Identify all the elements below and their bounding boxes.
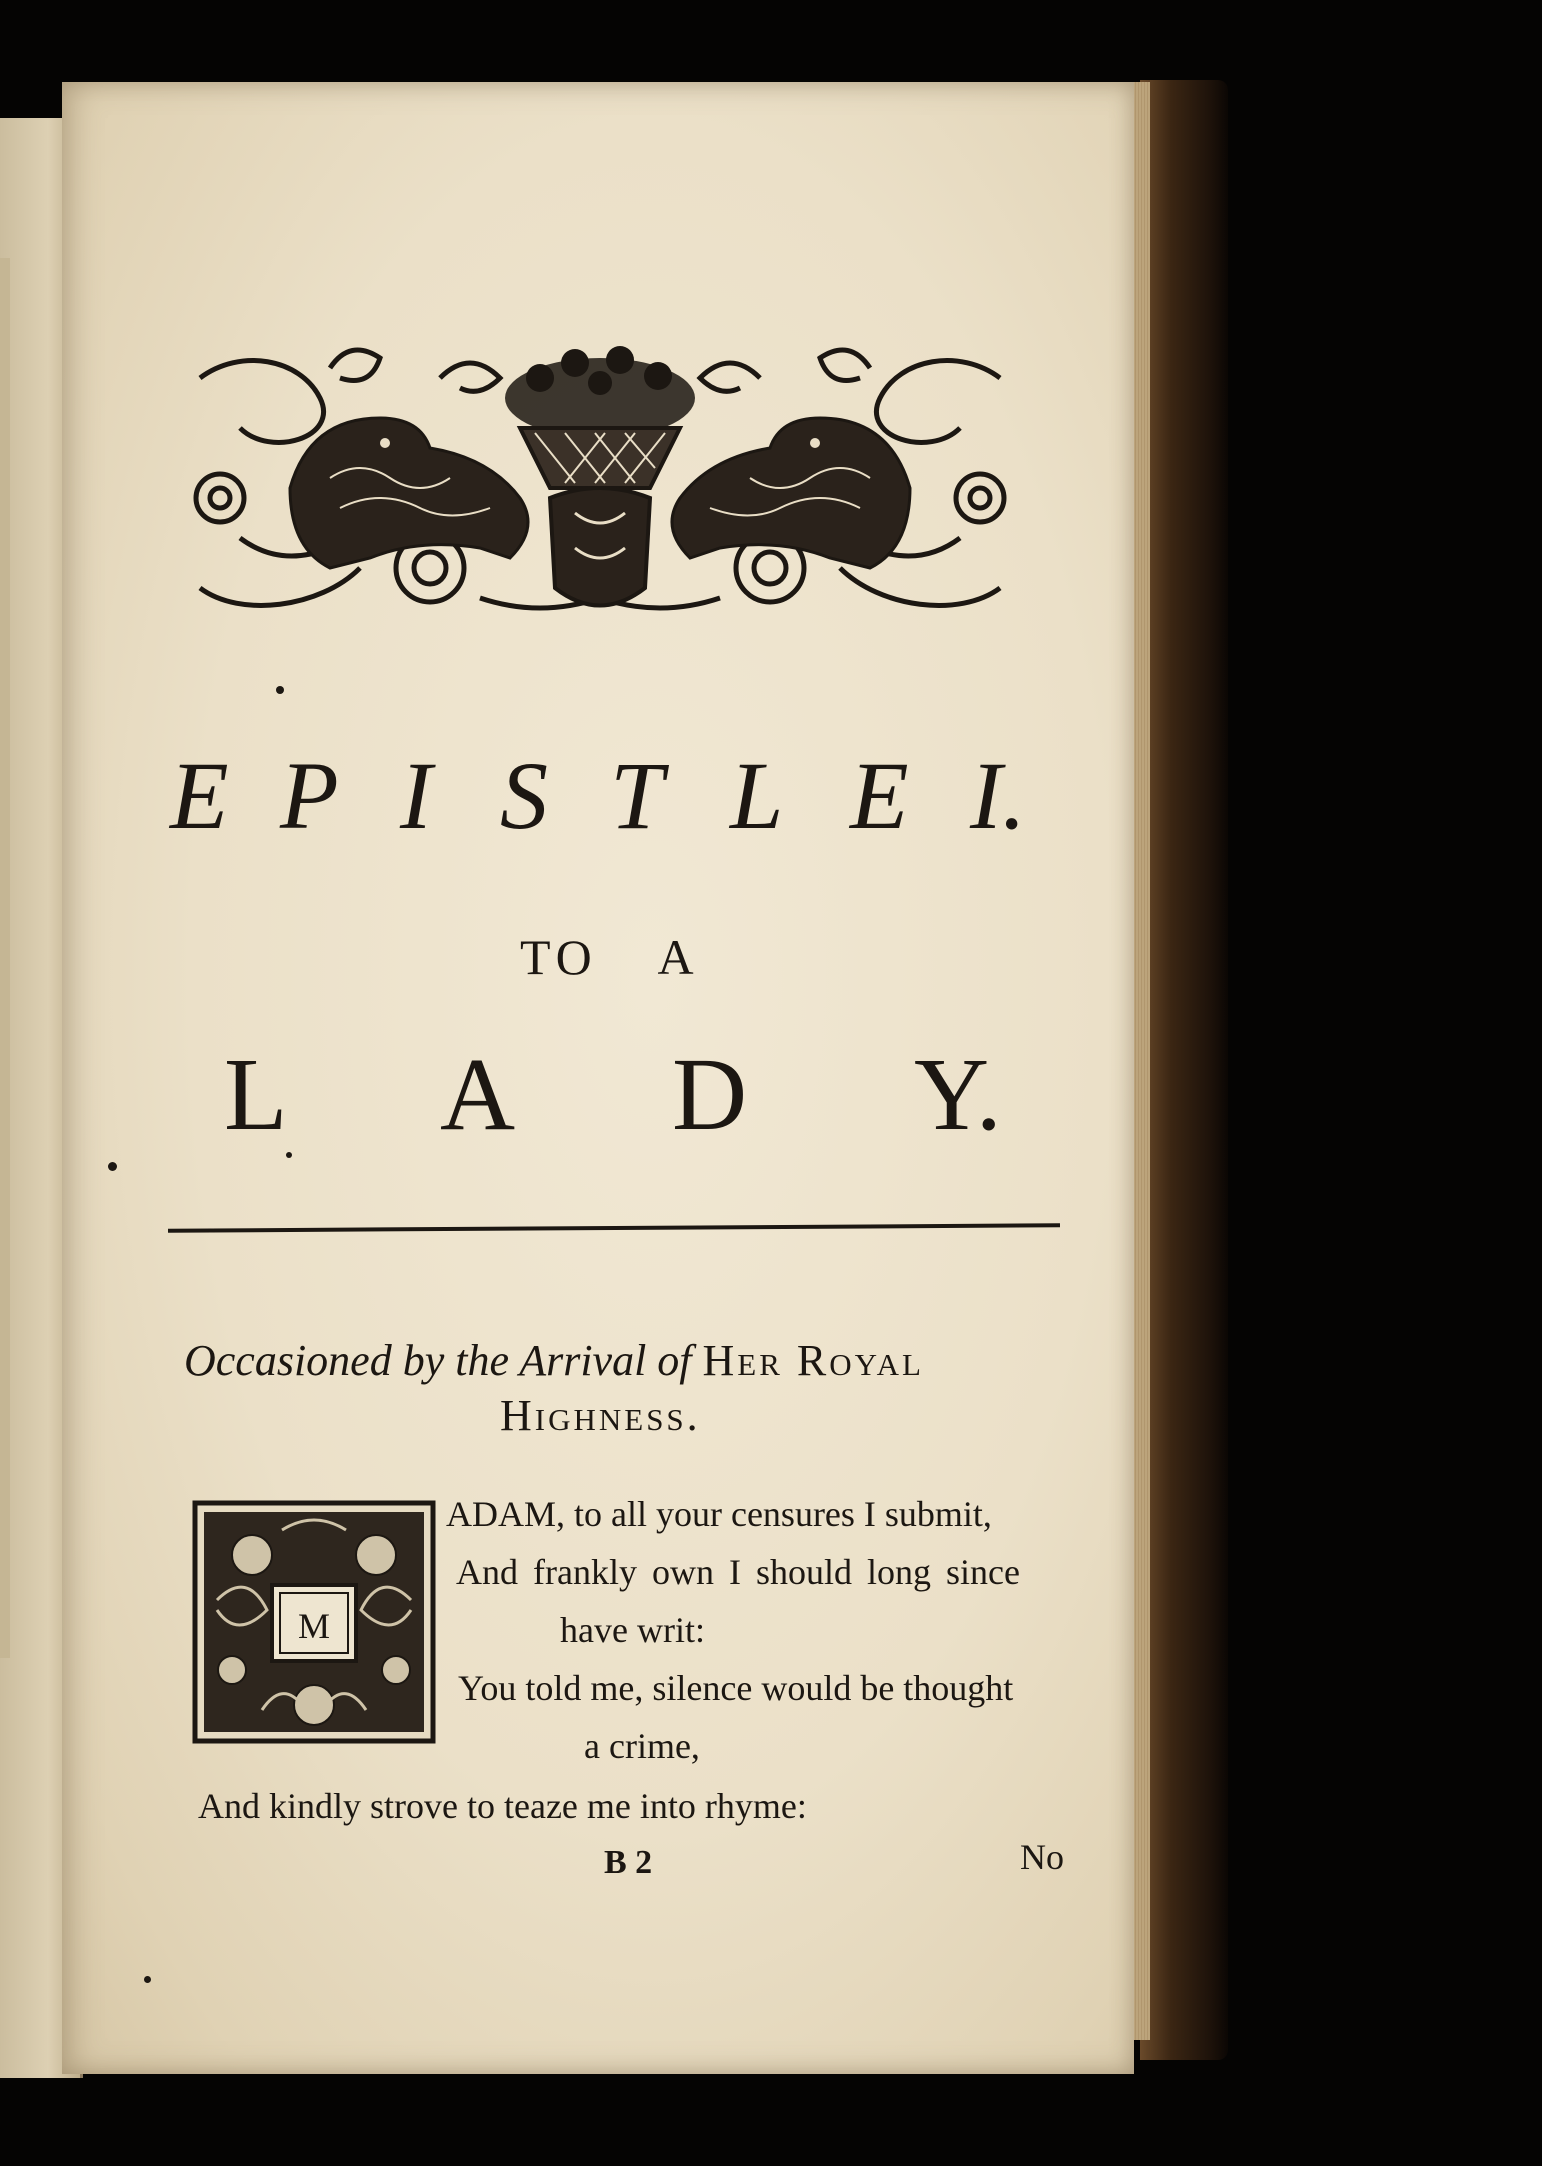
- heading-letter: E: [850, 742, 909, 849]
- heading-letter: E: [170, 742, 229, 849]
- heading-letter: I.: [970, 742, 1026, 849]
- heading-letter: D: [672, 1037, 748, 1152]
- verse-line: And frankly own I should long since: [456, 1552, 1020, 1592]
- signature-mark: B 2: [604, 1844, 653, 1881]
- heading-epistle: [170, 740, 1070, 870]
- ink-speck: [108, 1162, 117, 1171]
- ink-speck: [144, 1976, 151, 1983]
- ink-speck: [276, 686, 284, 694]
- verse-line: And kindly strove to teaze me into rhyme:: [198, 1786, 807, 1826]
- ink-speck: [286, 1152, 292, 1158]
- verse-line: have writ:: [560, 1610, 705, 1650]
- heading-letter: L: [730, 742, 784, 849]
- verse-line: ADAM, to all your censures I submit,: [446, 1494, 992, 1534]
- verse-line: You told me, silence would be thought: [458, 1668, 1014, 1708]
- heading-to-a: TO A: [520, 929, 700, 985]
- catchword: No: [1020, 1837, 1064, 1877]
- heading-lady: [224, 1035, 1024, 1155]
- heading-letter: T: [610, 742, 664, 849]
- headpiece-ornament: [180, 338, 1020, 628]
- heading-letter: L: [224, 1037, 288, 1152]
- drop-cap-ornament: [192, 1500, 436, 1744]
- heading-letter: Y.: [914, 1037, 1002, 1152]
- book-cover-spine: [1140, 80, 1228, 2060]
- heading-letter: P: [280, 742, 339, 849]
- drop-cap-letter: M: [297, 1606, 331, 1646]
- heading-letter: S: [500, 742, 548, 849]
- subtitle-small-caps: Her Royal: [702, 1336, 924, 1385]
- verse-line: a crime,: [584, 1726, 700, 1766]
- subtitle-line-2: Highness.: [500, 1391, 701, 1440]
- heading-letter: I: [400, 742, 432, 849]
- subtitle-italic: Occasioned by the Arrival of: [184, 1336, 692, 1385]
- subtitle-line-1: [184, 1335, 1064, 1387]
- heading-letter: A: [440, 1037, 516, 1152]
